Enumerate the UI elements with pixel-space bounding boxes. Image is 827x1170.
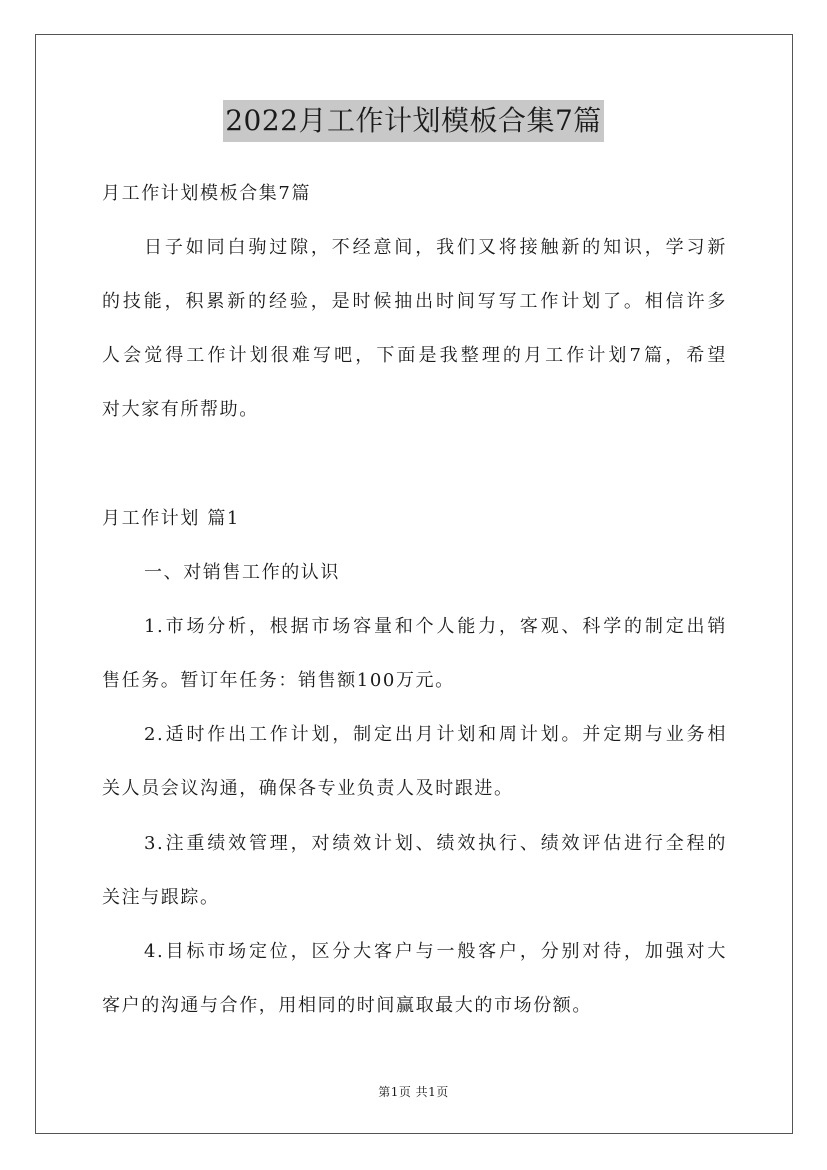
section-subheading: 一、对销售工作的认识: [144, 562, 340, 583]
list-item-line: 2.适时作出工作计划，制定出月计划和周计划。并定期与业务相: [144, 724, 727, 745]
title-container: [0, 100, 827, 142]
list-item-line: 3.注重绩效管理，对绩效计划、绩效执行、绩效评估进行全程的: [144, 833, 727, 854]
list-item-line: 客户的沟通与合作，用相同的时间赢取最大的市场份额。: [102, 995, 592, 1016]
intro-line: 的技能，积累新的经验，是时候抽出时间写写工作计划了。相信许多: [102, 291, 727, 312]
list-item-line: 关注与跟踪。: [102, 887, 220, 908]
list-item-line: 4.目标市场定位，区分大客户与一般客户，分别对待，加强对大: [144, 941, 727, 962]
intro-line: 日子如同白驹过隙，不经意间，我们又将接触新的知识，学习新: [144, 237, 727, 258]
document-subtitle: 月工作计划模板合集7篇: [102, 183, 312, 204]
list-item-line: 1.市场分析，根据市场容量和个人能力，客观、科学的制定出销: [144, 616, 727, 637]
document-title: 2022月工作计划模板合集7篇: [223, 100, 604, 142]
intro-line: 人会觉得工作计划很难写吧，下面是我整理的月工作计划7篇，希望: [102, 345, 727, 366]
intro-line: 对大家有所帮助。: [102, 399, 259, 420]
section-heading: 月工作计划 篇1: [102, 508, 240, 529]
page-number: 第1页 共1页: [378, 1085, 449, 1099]
list-item-line: 售任务。暂订年任务：销售额100万元。: [102, 670, 455, 691]
list-item-line: 关人员会议沟通，确保各专业负责人及时跟进。: [102, 778, 514, 799]
